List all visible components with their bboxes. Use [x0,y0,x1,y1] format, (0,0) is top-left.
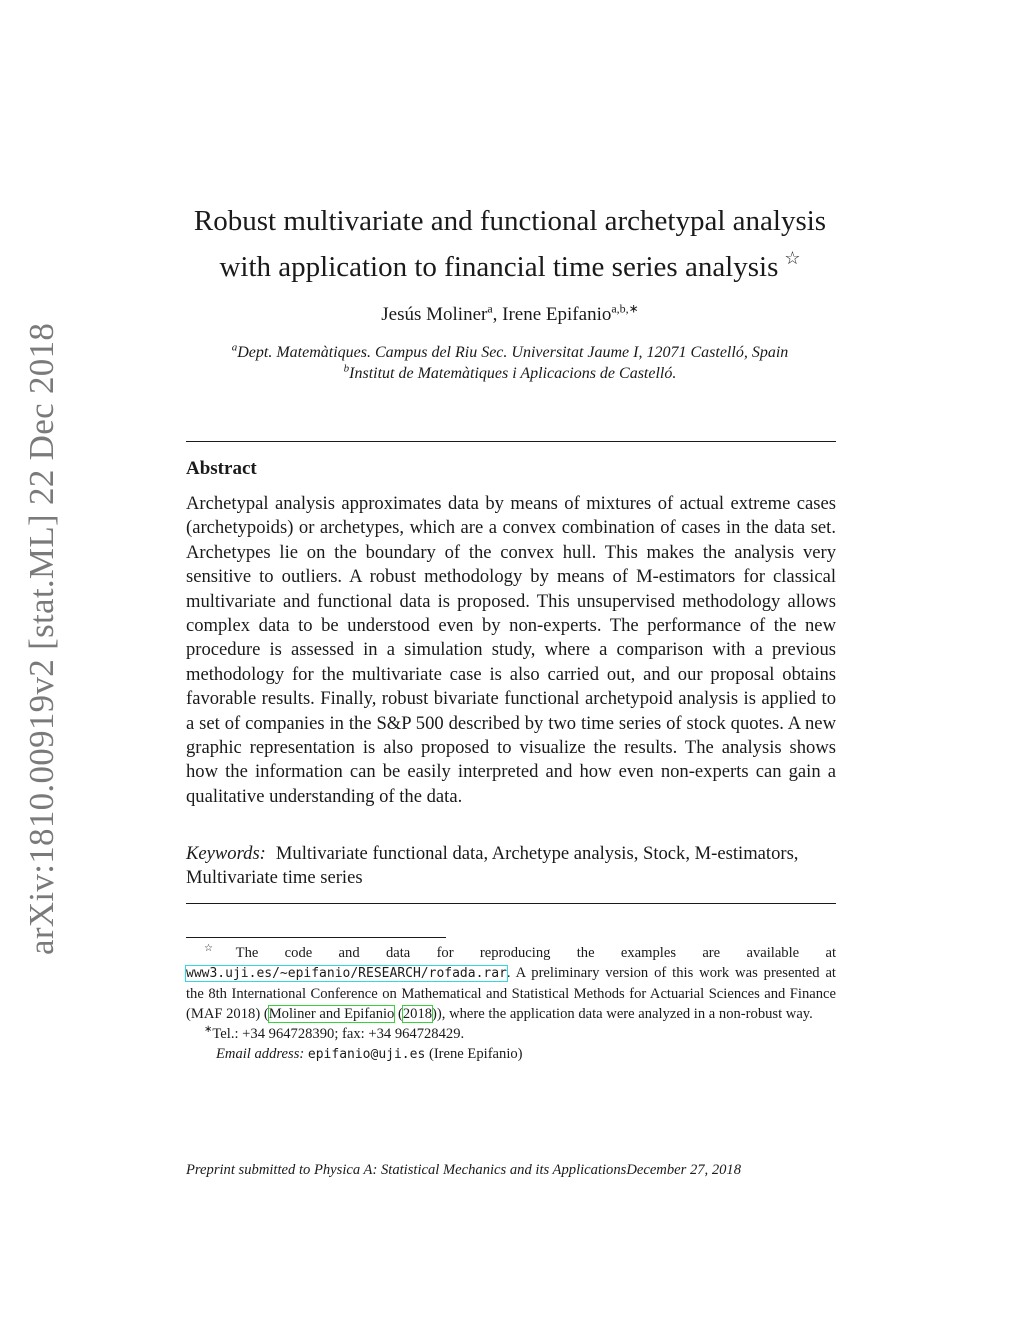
title-line-2-text: with application to financial time series analysis [219,251,779,283]
keywords-label: Keywords: [186,843,266,864]
email-owner: (Irene Epifanio) [428,1046,523,1062]
footnote-1 [186,943,836,1024]
footnote-2-text: Tel.: +34 964728390; fax: +34 964728429. [212,1026,465,1042]
affiliation-a [150,342,870,363]
abstract-body: Archetypal analysis approximates data by means of mixtures of actual extreme cases (archetypoids) or archetypes, which are a convex combination of cases in the data set. Archetypes lie on the boundary of the convex hull. This makes the analysis very sensitive to outliers. A robust methodology by means of M-estimators for classical multivariate and functional data is proposed. This unsupervised methodology allows complex data to be understood even by non-experts. The performance of the new procedure is assessed in a simulation study, where a comparison with a previous methodology for the multivariate case is also carried out, and our proposal obtains favorable results. Finally, robust bivariate functional archetypoid analysis is applied to a set of companies in the S&P 500 described by two time series of stock quotes. A new graphic representation is also proposed to visualize the results. The analysis shows how the information can be easily interpreted and how even non-experts can gain a qualitative understanding of the data. [186,493,836,807]
footnote-1-star-icon: ☆ [204,943,236,955]
affiliation-b [150,363,870,384]
author-list [150,302,870,328]
author-2: Irene Epifanio [502,304,612,325]
abstract-heading: Abstract [186,458,257,479]
title-line-2 [150,240,870,286]
footnote-rule [186,937,446,938]
email-address[interactable]: epifanio@uji.es [307,1047,426,1062]
footnote-1-text-b: . A preliminary version of this work was presented at the 8th International Conference on Mathematical and Statistical Methods for Actuarial Sciences and Finance (MAF 2018) ( [186,965,836,1022]
code-data-url-link[interactable]: www3.uji.es/~epifanio/RESEARCH/rofada.rar [186,966,507,981]
title-line-1: Robust multivariate and functional archetypal analysis [193,205,827,237]
citation-authors-link[interactable]: Moliner and Epifanio [268,1006,395,1022]
preprint-footer: Preprint submitted to Physica A: Statistical Mechanics and its ApplicationsDecember 27, 2018 [186,1162,742,1178]
author-separator: , [492,304,503,325]
abstract-bottom-rule [186,903,836,904]
citation-year-link[interactable]: 2018 [402,1006,433,1022]
email-line [186,1044,836,1065]
footnotes [186,943,836,1065]
author-1-affil-mark[interactable]: a [487,301,493,316]
footnote-1-text-a: The code and data for reproducing the examples are available at [235,945,836,961]
footnote-2-mark: ∗ [204,1024,213,1036]
affiliation-b-mark: b [343,362,350,375]
affiliation-a-text: Dept. Matemàtiques. Campus del Riu Sec. Universitat Jaume I, 12071 Castelló, Spain [237,344,789,361]
affiliation-a-mark: a [231,341,238,354]
keywords-text: Multivariate functional data, Archetype analysis, Stock, M-estimators, Multivariate time series [186,843,799,889]
keywords [186,842,836,891]
arxiv-side-stamp: arXiv:1810.00919v2 [stat.ML] 22 Dec 2018 [22,322,61,955]
abstract-top-rule [186,441,836,442]
paper-title [150,203,870,286]
author-2-affil-mark[interactable]: a,b,∗ [611,301,639,316]
affiliation-b-text: Institut de Matemàtiques i Aplicacions de Castelló. [349,365,677,382]
footnote-2 [186,1024,836,1044]
author-1: Jesús Moliner [381,304,488,325]
citation-open-paren: ( [394,1006,403,1022]
affiliations [150,342,870,384]
footnote-1-text-c: )), where the application data were analyzed in a non-robust way. [432,1006,813,1022]
email-label: Email address: [216,1046,305,1062]
title-footnote-star-icon[interactable]: ☆ [784,248,801,268]
